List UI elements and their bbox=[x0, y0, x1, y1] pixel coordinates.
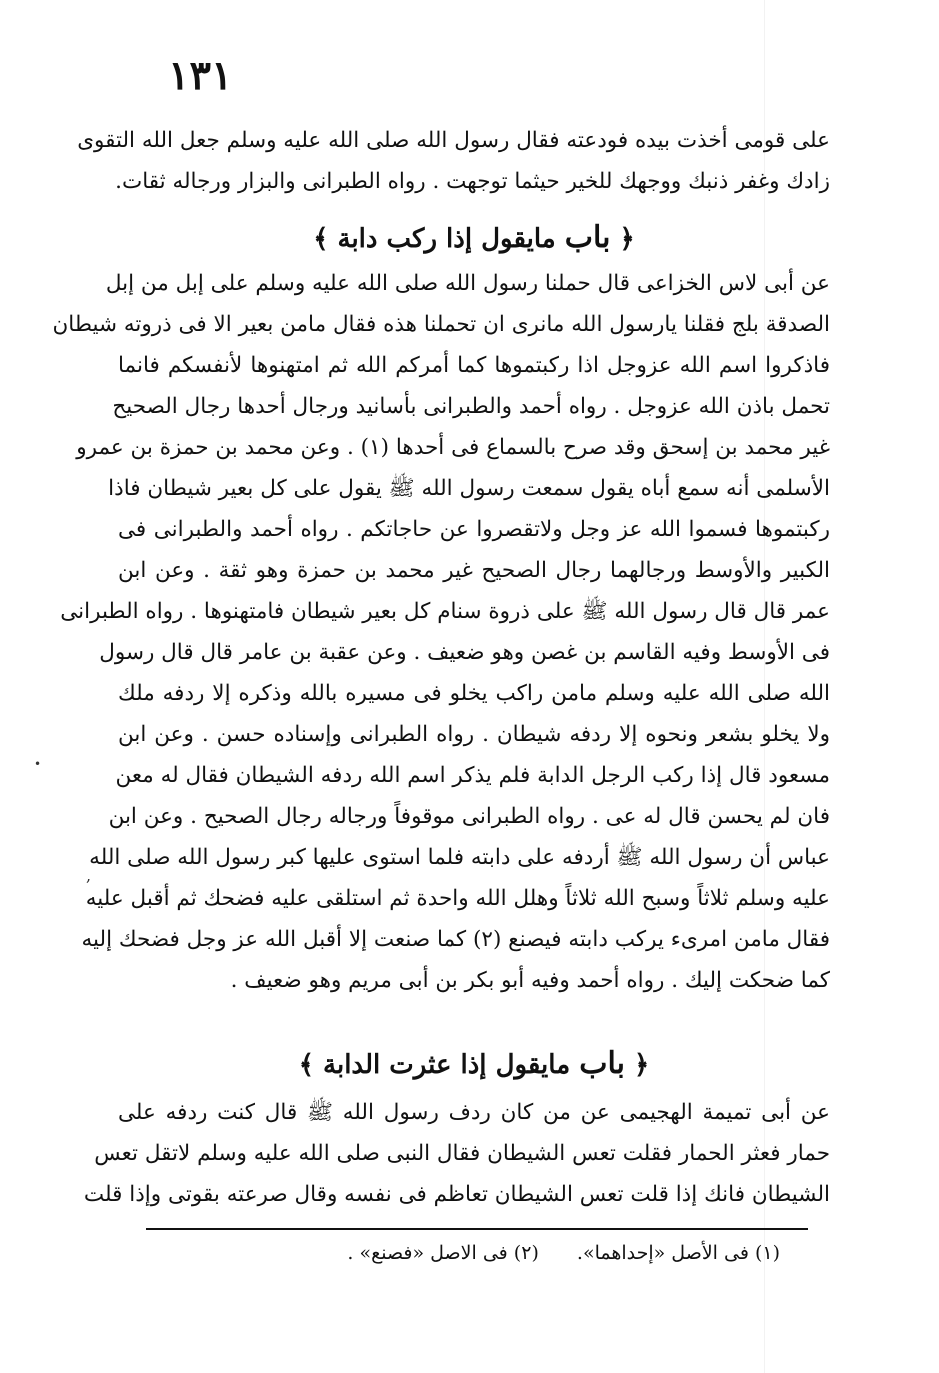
footnote-1: (١) فى الأصل «إحداهما». bbox=[576, 1242, 780, 1264]
heading-title: مايقول إذا ركب دابة bbox=[337, 224, 556, 254]
text-line: عمر قال قال رسول الله ﷺ على ذروة سنام كل بعير شيطان فامتهنوها . رواه الطبرانى bbox=[60, 599, 830, 624]
text-line: عباس أن رسول الله ﷺ أردفه على دابته فلما استوى عليها كبر رسول الله صلى الله bbox=[89, 845, 830, 870]
heading-bab-label: باب bbox=[564, 220, 611, 255]
paragraph-block-2 bbox=[52, 263, 830, 1001]
page-number: ١٣١ bbox=[168, 52, 233, 99]
paragraph-block-1 bbox=[77, 120, 830, 202]
text-line: زادك وغفر ذنبك ووجهك للخير حيثما توجهت . رواه الطبرانى والبزار ورجاله ثقات. bbox=[115, 169, 830, 194]
text-line: حمار فعثر الحمار فقلت تعس الشيطان فقال النبى صلى الله عليه وسلم لاتقل تعس bbox=[94, 1141, 830, 1166]
text-line: كما ضحكت إليك . رواه أحمد وفيه أبو بكر بن أبى مريم وهو ضعيف . bbox=[230, 968, 830, 993]
text-line: تحمل باذن الله عزوجل . رواه أحمد والطبرانى بأسانيد ورجال أحدها رجال الصحيح bbox=[112, 394, 830, 419]
text-line: الأسلمى أنه سمع أباه يقول سمعت رسول الله ﷺ يقول على كل بعير شيطان فاذا bbox=[108, 476, 830, 501]
text-line: على قومى أخذت بيده فودعته فقال رسول الله صلى الله عليه وسلم جعل الله التقوى bbox=[77, 128, 830, 153]
stray-tick-mark: , bbox=[86, 866, 92, 885]
text-line: الصدقة بلج فقلنا يارسول الله مانرى ان تحملنا هذه فقال مامن بعير الا فى ذروته شيطان bbox=[52, 312, 830, 337]
text-line: عليه وسلم ثلاثاً وسبح الله ثلاثاً وهلل الله واحدة ثم استلقى عليه فضحك ثم أقبل عليه bbox=[85, 886, 830, 911]
heading-bab-label: باب bbox=[579, 1046, 625, 1081]
text-line: فان لم يحسن قال له عى . رواه الطبرانى موقوفاً ورجاله رجال الصحيح . وعن ابن bbox=[108, 804, 830, 829]
paragraph-block-3 bbox=[83, 1092, 830, 1215]
text-line: الله صلى الله عليه وسلم مامن راكب يخلو فى مسيره بالله وذكره إلا ردفه ملك bbox=[118, 681, 830, 706]
footnotes bbox=[240, 1236, 780, 1270]
heading-title: مايقول إذا عثرت الدابة bbox=[323, 1050, 571, 1080]
text-line: مسعود قال إذا ركب الرجل الدابة فلم يذكر اسم الله ردفه الشيطان فقال له معن bbox=[115, 763, 830, 788]
text-line: فقال مامن امرىء يركب دابته فيصنع (٢) كما صنعت إلا أقبل الله عز وجل فضحك إليه bbox=[81, 927, 830, 952]
footnote-separator-rule bbox=[146, 1228, 808, 1230]
text-line: عن أبى لاس الخزاعى قال حملنا رسول الله صلى الله عليه وسلم على إبل من إبل bbox=[105, 271, 830, 296]
text-line: الكبير والأوسط ورجالهما رجال الصحيح غير محمد بن حمزة وهو ثقة . وعن ابن bbox=[118, 558, 830, 583]
text-line: فى الأوسط وفيه القاسم بن غصن وهو ضعيف . وعن عقبة بن عامر قال قال رسول bbox=[99, 640, 830, 665]
ornament-bracket-close: ﴾ bbox=[298, 1050, 314, 1080]
section-heading-ride-animal bbox=[118, 218, 830, 259]
text-line: عن أبى تميمة الهجيمى عن من كان ردف رسول الله ﷺ قال كنت ردفه على bbox=[118, 1100, 830, 1125]
text-line: غير محمد بن إسحق وقد صرح بالسماع فى أحدها (١) . وعن محمد بن حمزة بن عمرو bbox=[76, 435, 830, 460]
footnote-2: (٢) فى الاصل «فصنع» . bbox=[347, 1242, 539, 1264]
section-heading-animal-stumbles bbox=[118, 1044, 830, 1085]
ornament-bracket-close: ﴾ bbox=[313, 224, 329, 254]
ornament-bracket-open: ﴿ bbox=[634, 1050, 650, 1080]
stray-dot-mark: • bbox=[34, 757, 42, 771]
text-line: ولا يخلو بشعر ونحوه إلا ردفه شيطان . رواه الطبرانى وإسناده حسن . وعن ابن bbox=[118, 722, 830, 747]
text-line: فاذكروا اسم الله عزوجل اذا ركبتموها كما أمركم الله ثم امتهنوها لأنفسكم فانما bbox=[118, 353, 830, 378]
ornament-bracket-open: ﴿ bbox=[619, 224, 635, 254]
text-line: الشيطان فانك إذا قلت تعس الشيطان تعاظم فى نفسه وقال صرعته بقوتى وإذا قلت bbox=[83, 1182, 830, 1207]
text-line: ركبتموها فسموا الله عز وجل ولاتقصروا عن حاجاتكم . رواه أحمد والطبرانى فى bbox=[118, 517, 830, 542]
